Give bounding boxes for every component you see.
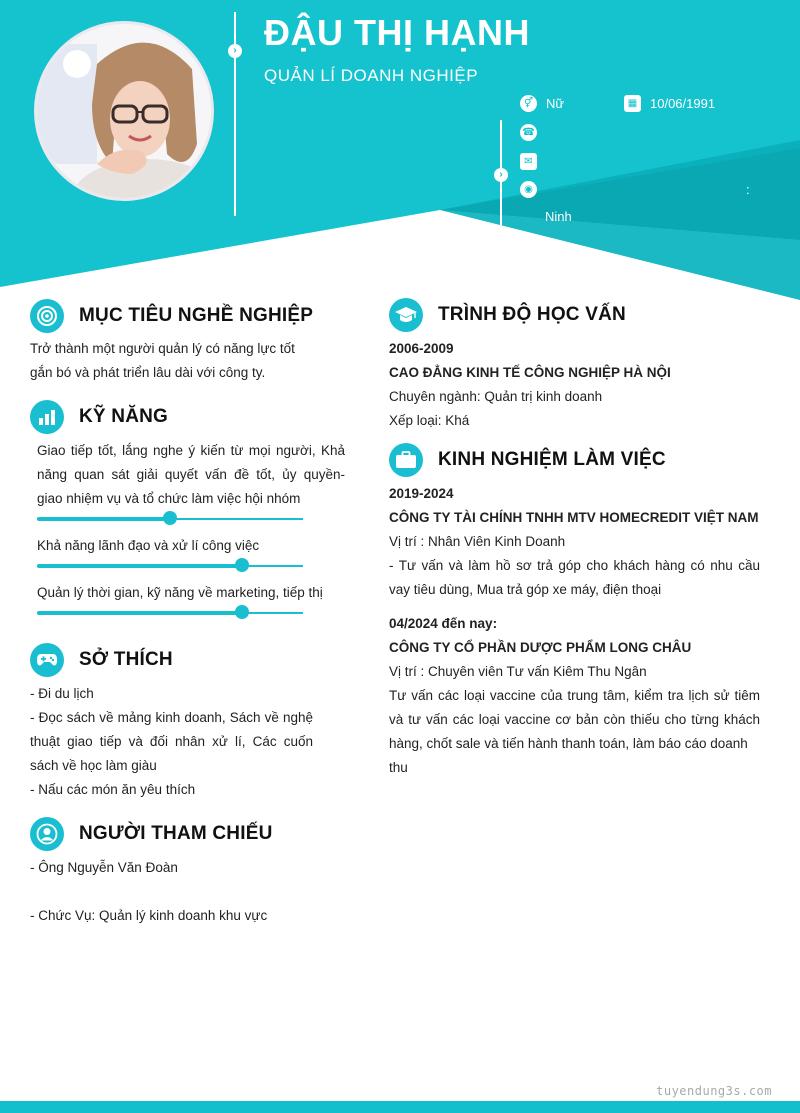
job-company: CÔNG TY TÀI CHÍNH TNHH MTV HOMECREDIT VIỆT NAM (389, 510, 759, 525)
skill-bar-fill (37, 611, 242, 615)
phone-info (520, 124, 546, 141)
reference-header (30, 817, 273, 851)
watermark: tuyendung3s.com (656, 1084, 772, 1098)
job-company: CÔNG TY CỔ PHẦN DƯỢC PHẨM LONG CHÂU (389, 640, 692, 655)
hobby-line: - Nấu các món ăn yêu thích (30, 782, 196, 797)
skill-bar-knob (235, 605, 249, 619)
objective-header (30, 299, 313, 333)
job-position: Vị trí : Chuyên viên Tư vấn Kiêm Thu Ngân (389, 664, 647, 679)
address-trail: : (746, 182, 750, 197)
experience-header (389, 443, 666, 477)
calendar-icon: ▦ (624, 95, 641, 112)
education-school: CAO ĐẲNG KINH TẾ CÔNG NGHIỆP HÀ NỘI (389, 365, 671, 380)
address-value: Ninh (545, 209, 572, 224)
gamepad-icon (30, 643, 64, 677)
job-position: Vị trí : Nhân Viên Kinh Doanh (389, 534, 566, 549)
skill-bar-knob (163, 511, 177, 525)
skill-text: Giao tiếp tốt, lắng nghe ý kiến từ mọi người, Khả (37, 443, 345, 458)
skill-bar-fill (37, 517, 170, 521)
job-description: vay tiêu dùng, Mua trả góp xe máy, điện thoại (389, 582, 662, 597)
reference-title: NGƯỜI THAM CHIẾU (79, 823, 273, 844)
gender-icon: ⚥ (520, 95, 537, 112)
job-description: - Tư vấn và làm hồ sơ trả góp cho khách hàng có nhu cầu (389, 558, 760, 573)
email-icon: ✉ (520, 153, 537, 170)
job-description: hàng, chốt sale và tiến hành thanh toán, làm báo cáo doanh (389, 736, 748, 751)
education-header (389, 298, 626, 332)
education-period: 2006-2009 (389, 341, 454, 356)
hobbies-header (30, 643, 173, 677)
candidate-title: QUẢN LÍ DOANH NGHIỆP (264, 66, 479, 85)
chevron-right-icon: › (494, 168, 508, 182)
gender-info (520, 95, 564, 112)
avatar (34, 21, 214, 201)
email-info (520, 153, 546, 170)
graduation-cap-icon (389, 298, 423, 332)
experience-title: KINH NGHIỆM LÀM VIỆC (438, 449, 666, 470)
job-description: thu (389, 760, 408, 775)
objective-title: MỤC TIÊU NGHỀ NGHIỆP (79, 305, 314, 326)
user-icon (30, 817, 64, 851)
reference-line: - Ông Nguyễn Văn Đoàn (30, 860, 178, 875)
skill-bar-fill (37, 564, 242, 568)
gender-value: Nữ (546, 96, 565, 111)
skills-title: KỸ NĂNG (79, 406, 169, 427)
education-title: TRÌNH ĐỘ HỌC VẤN (438, 304, 626, 325)
chart-icon (30, 400, 64, 434)
hobby-line: sách về học làm giàu (30, 758, 157, 773)
target-icon (30, 299, 64, 333)
briefcase-icon (389, 443, 423, 477)
skill-text: giao nhiệm vụ và tổ chức làm việc hội nhóm (37, 491, 301, 506)
skill-bar-knob (235, 558, 249, 572)
objective-line: gắn bó và phát triển lâu dài với công ty. (30, 365, 266, 380)
reference-line: - Chức Vụ: Quản lý kinh doanh khu vực (30, 908, 268, 923)
job-period: 04/2024 đến nay: (389, 616, 498, 631)
education-grade: Xếp loại: Khá (389, 413, 470, 428)
footer-bar (0, 1101, 800, 1113)
hobby-line: thuật giao tiếp và đối nhân xử lí, Các cuốn (30, 734, 313, 749)
skill-text: năng quan sát giải quyết vấn đề tốt, ủy quyền- (37, 467, 345, 482)
objective-line: Trở thành một người quản lý có năng lực tốt (30, 341, 295, 356)
address-info (520, 181, 750, 198)
job-period: 2019-2024 (389, 486, 454, 501)
job-description: Tư vấn các loại vaccine của trung tâm, kiểm tra lịch sử tiêm (389, 688, 760, 703)
skill-text: Khả năng lãnh đạo và xử lí công việc (37, 538, 260, 553)
candidate-name: ĐẬU THỊ HẠNH (264, 12, 530, 53)
skills-header (30, 400, 168, 434)
birthday-info (624, 95, 715, 112)
hobbies-title: SỞ THÍCH (79, 649, 173, 670)
job-description: và tư vấn các loại vaccine cơ bản còn thiếu cho từng khách (389, 712, 760, 727)
education-major: Chuyên ngành: Quản trị kinh doanh (389, 389, 603, 404)
birthday-value: 10/06/1991 (650, 96, 716, 111)
location-icon: ◉ (520, 181, 537, 198)
chevron-right-icon: › (228, 44, 242, 58)
hobby-line: - Đi du lịch (30, 686, 94, 701)
skill-text: Quản lý thời gian, kỹ năng về marketing, tiếp thị (37, 585, 323, 600)
phone-icon: ☎ (520, 124, 537, 141)
header-divider (234, 12, 236, 216)
hobby-line: - Đọc sách về mảng kinh doanh, Sách về nghệ (30, 710, 313, 725)
